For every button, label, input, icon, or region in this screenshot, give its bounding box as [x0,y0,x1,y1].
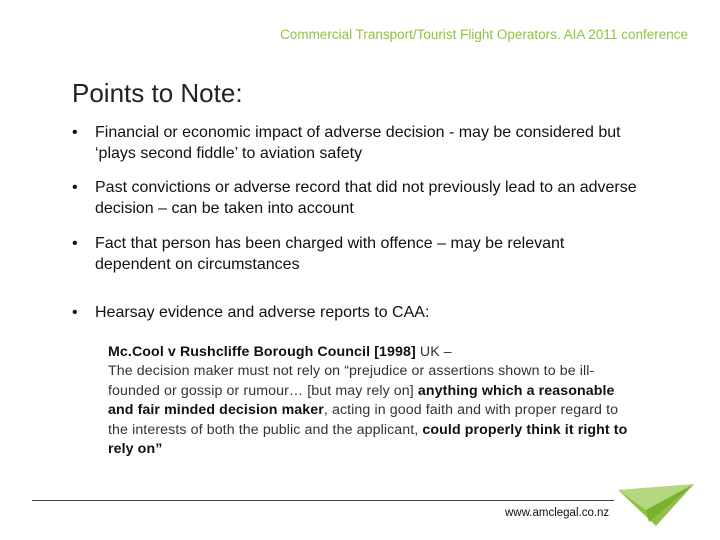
bullet-marker: • [72,235,78,252]
website-link[interactable]: www.amclegal.co.nz [505,507,610,519]
case-year: [1998] [374,344,416,360]
case-jurisdiction: UK – [415,344,452,360]
case-quote [108,343,628,459]
bullet-marker: • [72,179,78,196]
footer-divider [32,500,614,501]
bullet-item [72,302,640,323]
conference-header: Commercial Transport/Tourist Flight Operators. AIA 2011 conference [280,27,688,42]
quote-emphasis: could properly think it right to rely on” [108,421,628,458]
bullet-marker: • [72,124,78,141]
case-name: Mc.Cool v Rushcliffe Borough Council [108,344,371,360]
paper-plane-logo-icon [616,480,696,530]
bullet-item [72,177,640,219]
bullet-text: Financial or economic impact of adverse decision - may be considered but ‘plays second fiddle’ to aviation safety [95,124,621,162]
bullet-text: Fact that person has been charged with offence – may be relevant dependent on circumstances [95,235,565,273]
quote-text: The decision maker must not rely on “prejudice or assertions shown to be ill-founded or gossip or rumour… [but may rely on] [108,363,595,399]
bullet-item [72,122,640,164]
slide-title: Points to Note: [72,78,243,108]
quote-text: , acting in good faith and with proper regard to the interests of both the public and the applicant, [108,402,619,438]
bullet-text: Past convictions or adverse record that did not previously lead to an adverse decision – can be taken into account [95,179,637,217]
quote-emphasis: anything which a reasonable and fair minded decision maker [108,382,615,419]
bullet-item [72,233,640,275]
bullet-marker: • [72,304,78,321]
bullet-text: Hearsay evidence and adverse reports to CAA: [95,304,430,321]
